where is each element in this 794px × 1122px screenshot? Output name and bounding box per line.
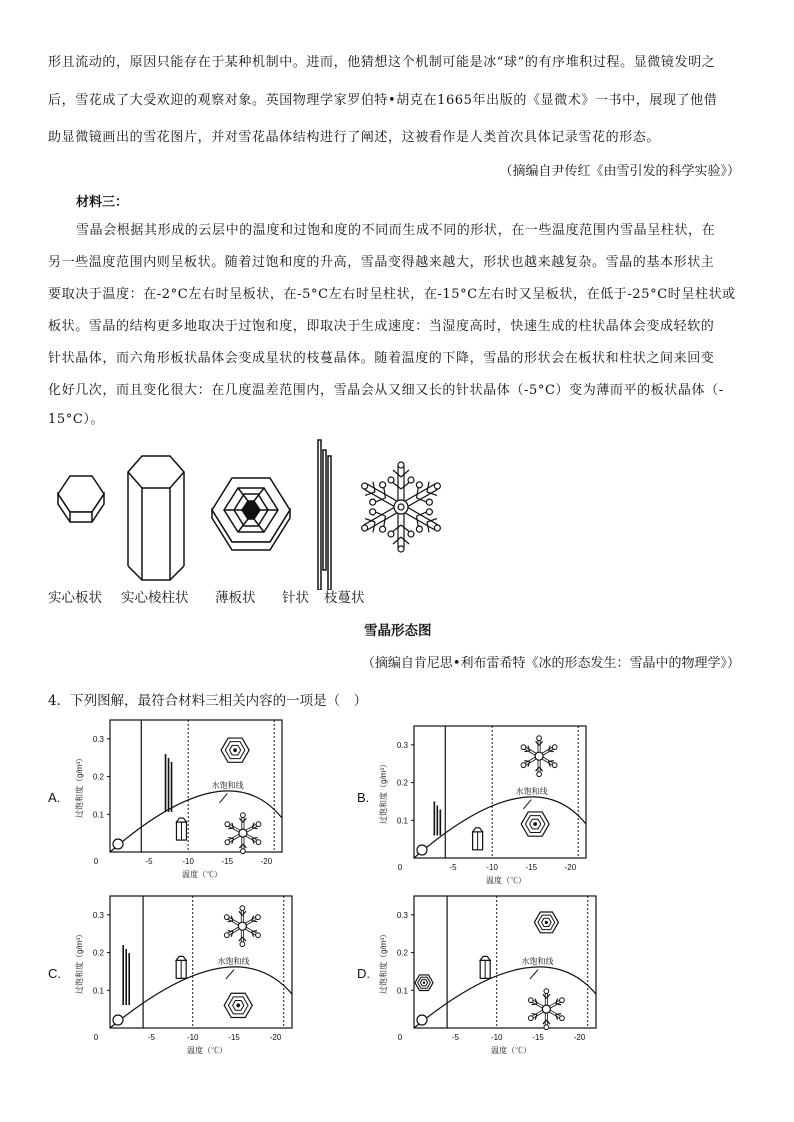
x-tick-label: -20: [564, 863, 577, 872]
para3-line-6: 化好几次，而且变化很大：在几度温差范围内，雪晶会从又细又长的针状晶体（-5°C）变为薄而平的板状晶体（-: [48, 383, 724, 398]
question-4: 4．下列图解，最符合材料三相关内容的一项是（ ）: [48, 693, 368, 709]
x-tick-label: 0: [93, 857, 99, 866]
x-tick-label: -15: [532, 1033, 544, 1042]
y-tick-label: 0.1: [92, 986, 104, 996]
x-tick-label: 0: [397, 863, 403, 872]
x-tick-label: -5: [451, 1033, 459, 1042]
x-tick-label: -5: [147, 1033, 155, 1042]
y-axis-label: 过饱和度（g/m³）: [75, 930, 84, 994]
x-tick-label: -15: [228, 1033, 240, 1042]
x-tick-label: -5: [145, 857, 153, 866]
y-axis-label: 过饱和度（g/m³）: [75, 754, 84, 818]
option-d-label[interactable]: D.: [357, 966, 370, 981]
x-tick-label: -10: [182, 857, 194, 866]
para1-line-1: 形且流动的，原因只能存在于某种机制中。进而，他猜想这个机制可能是冰“球”的有序堆积过程。显微镜发明之: [48, 55, 716, 70]
solid-plate-icon: [58, 476, 104, 522]
chart-frame: [378, 896, 596, 1055]
caption-dendrite: 枝蔓状: [324, 590, 365, 606]
material-three-heading: 材料三：: [76, 195, 129, 210]
x-tick-label: -20: [573, 1033, 586, 1042]
para1-line-3: 助显微镜画出的雪花图片，并对雪花晶体结构进行了阐述，这被看作是人类首次具体记录雪花的形态。: [48, 130, 661, 145]
water-saturation-label: 水饱和线: [217, 956, 250, 966]
chart-option-a[interactable]: [70, 712, 290, 884]
water-saturation-label: 水饱和线: [515, 786, 548, 796]
x-tick-label: -15: [221, 857, 234, 866]
x-tick-label: -20: [260, 857, 273, 866]
para3-line-2: 另一些温度范围内则呈板状。随着过饱和度的升高，雪晶变得越来越大，形状也越来越复杂。雪晶的基本形状主: [48, 255, 715, 270]
y-tick-label: 0.2: [92, 948, 104, 958]
figure-title: 雪晶形态图: [364, 623, 432, 639]
chart-frame: [74, 896, 292, 1055]
x-axis-label: 温度（℃）: [187, 1046, 227, 1055]
x-tick-label: 0: [397, 1033, 403, 1042]
x-tick-label: -20: [269, 1033, 282, 1042]
para1-line-2: 后，雪花成了大受欢迎的观察对象。英国物理学家罗伯特•胡克在1665年出版的《显微术》一书中，展现了他借: [48, 93, 718, 108]
chart-option-d[interactable]: [374, 888, 604, 1060]
y-tick-label: 0.1: [396, 816, 408, 826]
x-tick-label: -10: [486, 863, 498, 872]
caption-thin-plate: 薄板状: [215, 590, 256, 606]
source-citation-2: （摘编自肯尼思•利布雷希特《冰的形态发生：雪晶中的物理学》）: [361, 656, 740, 671]
option-b-label[interactable]: B.: [357, 790, 370, 805]
water-saturation-label: 水饱和线: [521, 956, 554, 966]
x-axis-label: 温度（℃）: [491, 1046, 531, 1055]
needle-icon: [318, 440, 331, 590]
y-tick-label: 0.3: [396, 740, 408, 750]
chart-frame: [378, 726, 586, 885]
x-axis-label: 温度（℃）: [486, 876, 526, 885]
y-axis-label: 过饱和度（g/m³）: [379, 760, 388, 824]
caption-needle: 针状: [282, 590, 309, 606]
y-tick-label: 0.1: [396, 986, 408, 996]
thin-plate-icon: [212, 478, 290, 550]
y-axis-label: 过饱和度（g/m³）: [379, 930, 388, 994]
x-tick-label: -10: [186, 1033, 199, 1042]
water-saturation-label: 水饱和线: [211, 780, 244, 790]
para3-line-1: 雪晶会根据其形成的云层中的温度和过饱和度的不同而生成不同的形状，在一些温度范围内雪晶呈柱状，在: [76, 223, 716, 238]
option-a-label[interactable]: A.: [48, 790, 61, 805]
chart-option-c[interactable]: [70, 888, 300, 1060]
y-tick-label: 0.2: [92, 772, 104, 782]
chart-frame: [74, 720, 282, 879]
x-tick-label: -5: [449, 863, 457, 872]
caption-solid-prism: 实心棱柱状: [121, 590, 189, 606]
y-tick-label: 0.3: [396, 910, 408, 920]
x-tick-label: 0: [93, 1033, 99, 1042]
para3-line-4: 板状。雪晶的结构更多地取决于过饱和度，即取决于生成速度：当湿度高时，快速生成的柱状晶体会变成轻软的: [48, 319, 715, 334]
y-tick-label: 0.1: [92, 810, 104, 820]
y-tick-label: 0.2: [396, 948, 408, 958]
y-tick-label: 0.2: [396, 778, 408, 788]
source-citation-1: （摘编自尹传红《由雪引发的科学实验》）: [499, 164, 740, 179]
para3-line-3: 要取决于温度：在-2°C左右时呈板状，在-5°C左右时呈柱状，在-15°C左右时又呈板状，在低于-25°C时呈柱状或: [48, 287, 736, 302]
x-axis-label: 温度（℃）: [182, 870, 222, 879]
snow-crystal-figure: [40, 430, 460, 590]
solid-prism-icon: [128, 456, 184, 580]
dendrite-icon: [356, 462, 447, 552]
caption-solid-plate: 实心板状: [48, 590, 102, 606]
para3-line-7: 15°C）。: [48, 412, 105, 427]
option-c-label[interactable]: C.: [48, 966, 61, 981]
x-tick-label: -15: [525, 863, 538, 872]
para3-line-5: 针状晶体，而六角形板状晶体会变成星状的枝蔓晶体。随着温度的下降，雪晶的形状会在板状和柱状之间来回变: [48, 351, 715, 366]
x-tick-label: -10: [490, 1033, 503, 1042]
y-tick-label: 0.3: [92, 734, 104, 744]
y-tick-label: 0.3: [92, 910, 104, 920]
chart-option-b[interactable]: [374, 718, 594, 890]
